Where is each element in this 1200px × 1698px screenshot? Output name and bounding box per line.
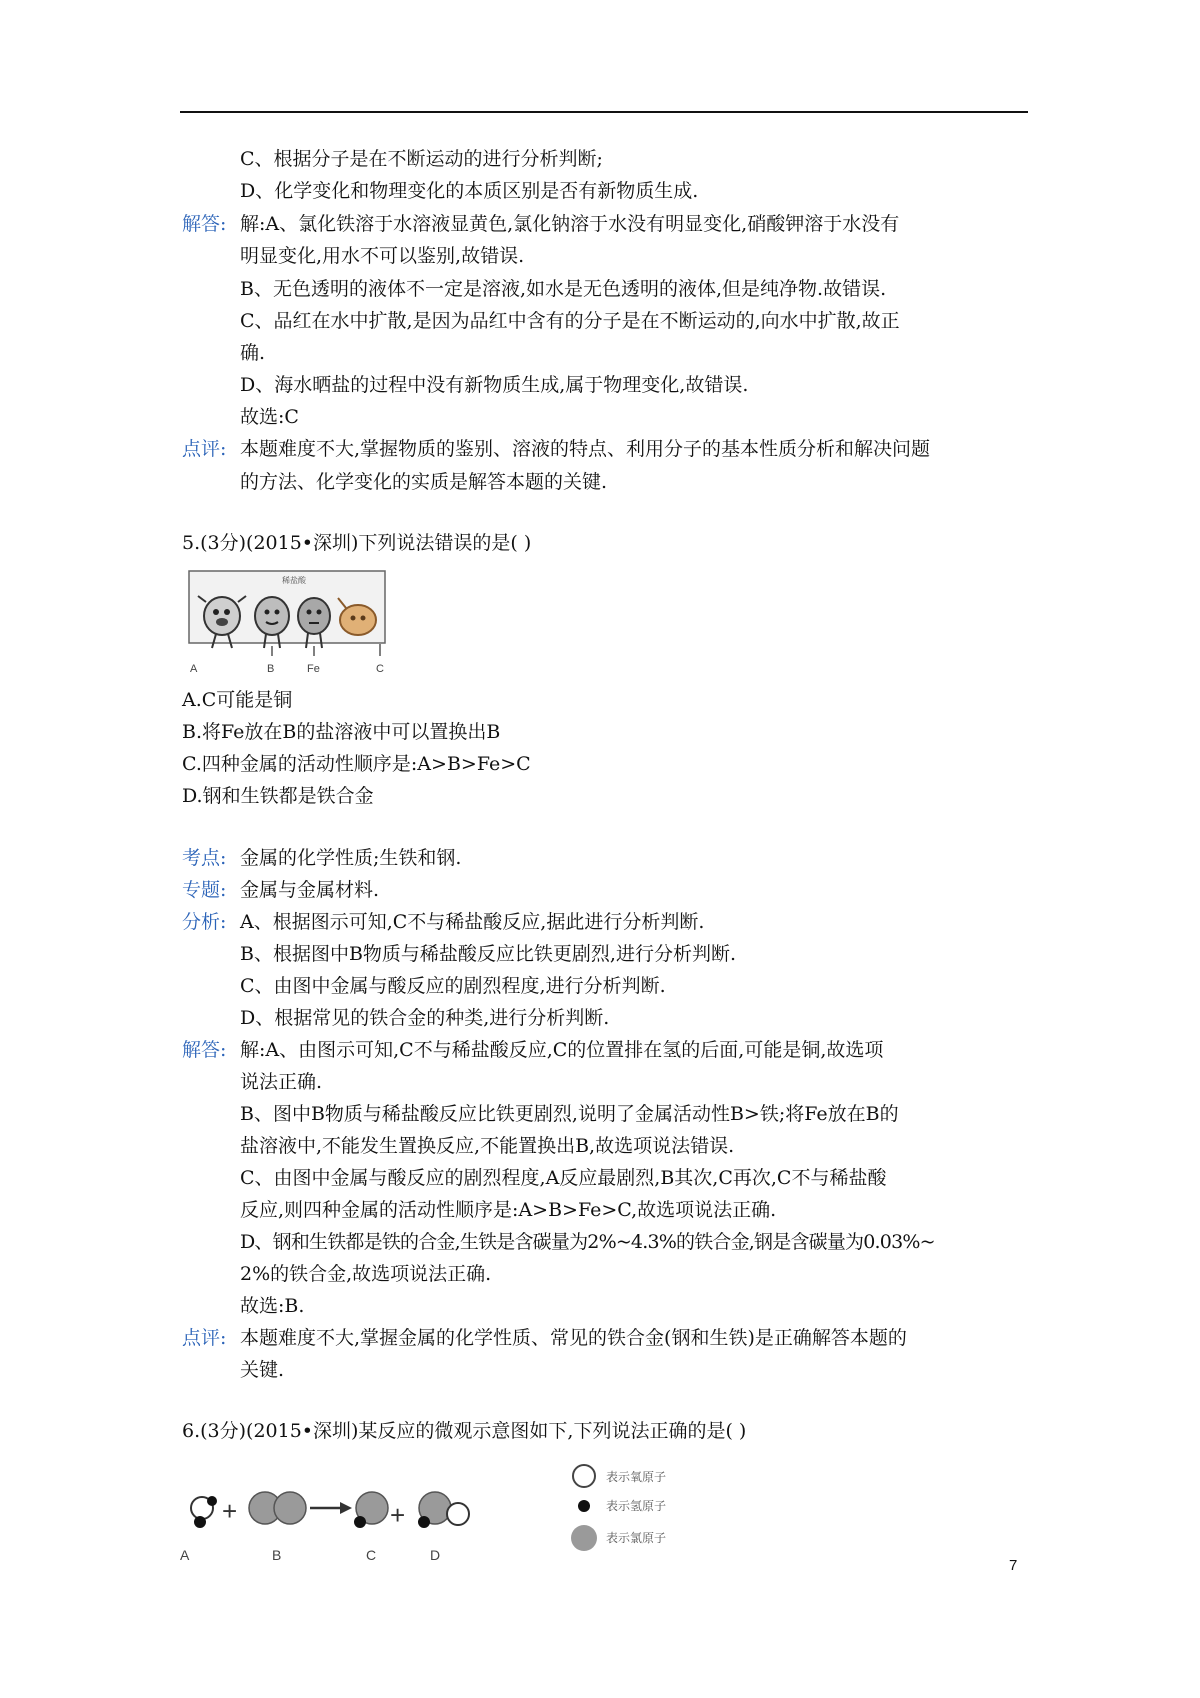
- legend-oxygen: 表示氧原子: [606, 1470, 667, 1484]
- header-rule: [180, 111, 1028, 113]
- molecule-a: [191, 1496, 217, 1528]
- prev-answer-line: 确.: [240, 342, 266, 364]
- q6-stem: 6.(3分)(2015•深圳)某反应的微观示意图如下,下列说法正确的是( ): [182, 1420, 747, 1442]
- legend-hydrogen-icon: [578, 1500, 590, 1512]
- q5-kaodian-text: 金属的化学性质;生铁和钢.: [240, 847, 462, 869]
- q5-fenxi-line: D、根据常见的铁合金的种类,进行分析判断.: [240, 1007, 610, 1029]
- q6-label-b: B: [272, 1547, 282, 1563]
- q5-jieda-line: D、钢和生铁都是铁的合金,生铁是含碳量为2%~4.3%的铁合金,钢是含碳量为0.03%~: [240, 1231, 935, 1253]
- prev-comment-line: 的方法、化学变化的实质是解答本题的关键.: [240, 471, 608, 493]
- q5-jieda-line: 反应,则四种金属的活动性顺序是:A>B>Fe>C,故选项说法正确.: [240, 1199, 777, 1221]
- q5-dianping-label: 点评:: [182, 1327, 227, 1349]
- q6-label-a: A: [180, 1547, 190, 1563]
- arrow-head: [340, 1502, 352, 1514]
- q5-dianping-line: 本题难度不大,掌握金属的化学性质、常见的铁合金(钢和生铁)是正确解答本题的: [240, 1327, 907, 1349]
- legend-oxygen-icon: [573, 1465, 595, 1487]
- q6-label-d: D: [430, 1547, 441, 1563]
- q5-label-a: A: [190, 663, 198, 675]
- prev-answer-line: C、品红在水中扩散,是因为品红中含有的分子是在不断运动的,向水中扩散,故正: [240, 310, 900, 332]
- q5-jieda-line: 说法正确.: [240, 1071, 323, 1093]
- prev-answer-label: 解答:: [182, 213, 227, 235]
- legend-chlorine-icon: [571, 1525, 597, 1551]
- prev-analysis-c: C、根据分子是在不断运动的进行分析判断;: [240, 148, 603, 170]
- q5-option-b: B.将Fe放在B的盐溶液中可以置换出B: [182, 721, 501, 743]
- prev-analysis-d: D、化学变化和物理变化的本质区别是否有新物质生成.: [240, 180, 699, 202]
- q5-zhuanti-text: 金属与金属材料.: [240, 879, 380, 901]
- q5-jieda-line: B、图中B物质与稀盐酸反应比铁更剧烈,说明了金属活动性B>铁;将Fe放在B的: [240, 1103, 899, 1125]
- q5-fenxi-label: 分析:: [182, 911, 227, 933]
- prev-answer-line: 明显变化,用水不可以鉴别,故错误.: [240, 245, 525, 267]
- q5-jieda-label: 解答:: [182, 1039, 227, 1061]
- page-number: 7: [1009, 1557, 1018, 1574]
- q5-jieda-line: 盐溶液中,不能发生置换反应,不能置换出B,故选项说法错误.: [240, 1135, 735, 1157]
- q5-option-d: D.钢和生铁都是铁合金: [182, 785, 374, 807]
- molecule-c: [354, 1492, 388, 1528]
- prev-answer-line: B、无色透明的液体不一定是溶液,如水是无色透明的液体,但是纯净物.故错误.: [240, 278, 887, 300]
- q6-label-c: C: [366, 1547, 377, 1563]
- q5-label-fe: Fe: [307, 663, 320, 675]
- legend-hydrogen: 表示氢原子: [606, 1499, 667, 1513]
- molecule-b: [249, 1492, 306, 1524]
- q6-reaction-diagram: [180, 1448, 700, 1568]
- q5-option-a: A.C可能是铜: [182, 689, 293, 711]
- q5-jieda-line: 2%的铁合金,故选项说法正确.: [240, 1263, 492, 1285]
- q5-jieda-line: 故选:B.: [240, 1295, 305, 1317]
- prev-answer-line: 解:A、氯化铁溶于水溶液显黄色,氯化钠溶于水没有明显变化,硝酸钾溶于水没有: [240, 213, 900, 235]
- q5-zhuanti-label: 专题:: [182, 879, 227, 901]
- q5-kaodian-label: 考点:: [182, 847, 227, 869]
- prev-comment-label: 点评:: [182, 438, 227, 460]
- q5-fenxi-line: C、由图中金属与酸反应的剧烈程度,进行分析判断.: [240, 975, 666, 997]
- q5-jieda-line: 解:A、由图示可知,C不与稀盐酸反应,C的位置排在氢的后面,可能是铜,故选项: [240, 1039, 884, 1061]
- molecule-d: [418, 1492, 469, 1528]
- legend-chlorine: 表示氯原子: [606, 1531, 667, 1545]
- plus-sign: +: [222, 1496, 238, 1526]
- q5-fenxi-line: B、根据图中B物质与稀盐酸反应比铁更剧烈,进行分析判断.: [240, 943, 737, 965]
- q5-stem: 5.(3分)(2015•深圳)下列说法错误的是( ): [182, 532, 532, 554]
- prev-answer-line: 故选:C: [240, 406, 299, 428]
- q5-jieda-line: C、由图中金属与酸反应的剧烈程度,A反应最剧烈,B其次,C再次,C不与稀盐酸: [240, 1167, 887, 1189]
- q5-label-c: C: [376, 663, 384, 675]
- q5-option-c: C.四种金属的活动性顺序是:A>B>Fe>C: [182, 753, 531, 775]
- prev-answer-line: D、海水晒盐的过程中没有新物质生成,属于物理变化,故错误.: [240, 374, 749, 396]
- q5-label-b: B: [267, 663, 275, 675]
- plus-sign: +: [390, 1500, 406, 1530]
- q5-metal-reaction-figure: [186, 568, 392, 680]
- q5-dianping-line: 关键.: [240, 1359, 285, 1381]
- prev-comment-line: 本题难度不大,掌握物质的鉴别、溶液的特点、利用分子的基本性质分析和解决问题: [240, 438, 931, 460]
- q5-fenxi-line: A、根据图示可知,C不与稀盐酸反应,据此进行分析判断.: [240, 911, 705, 933]
- q5-figure-caption: 稀盐酸: [282, 576, 306, 585]
